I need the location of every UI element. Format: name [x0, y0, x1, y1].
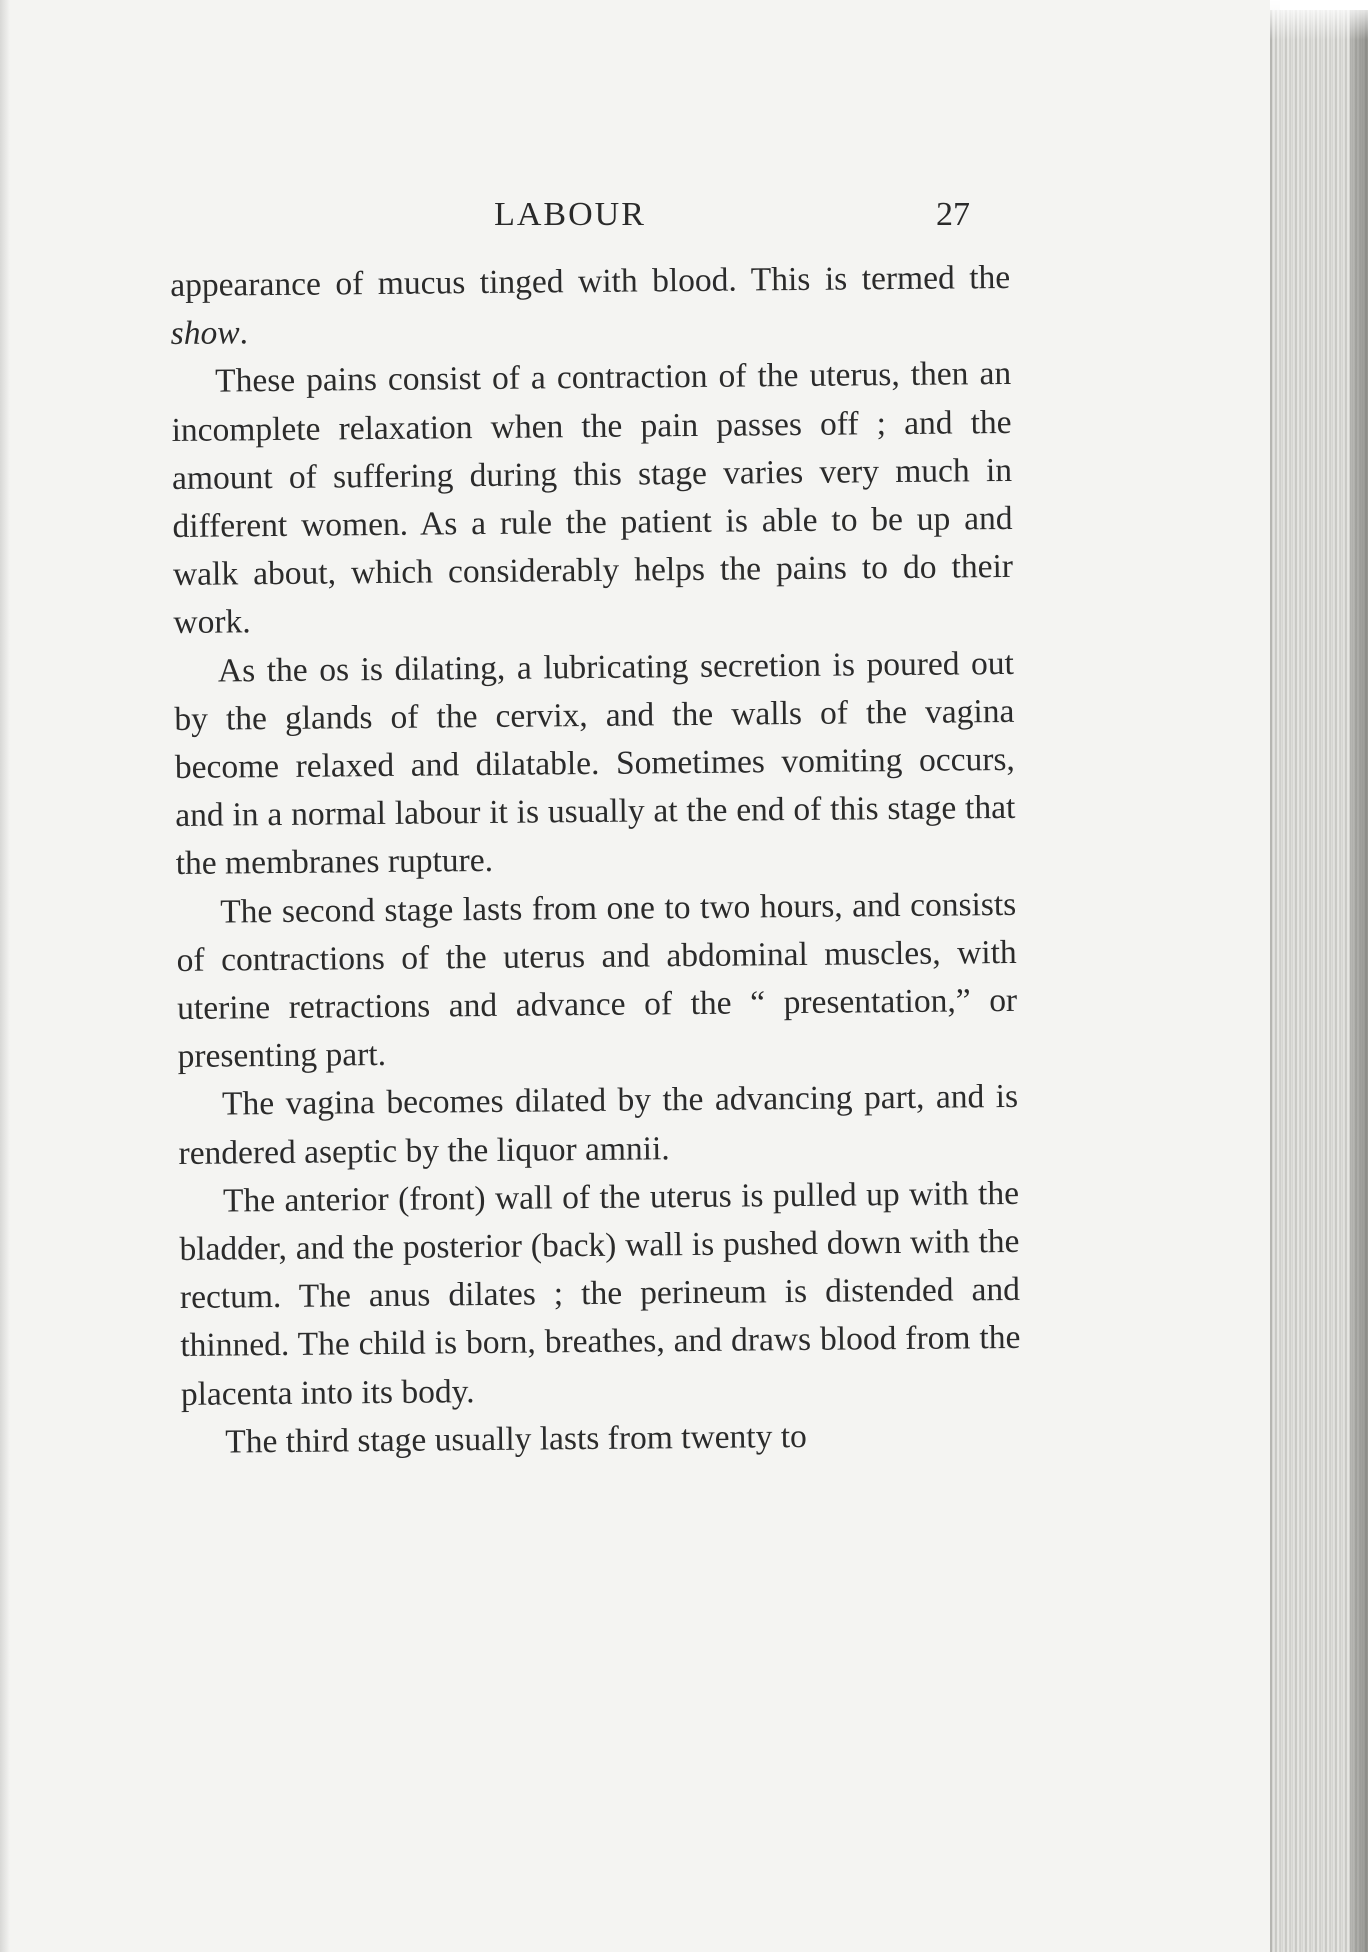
- paragraph: The vagina becomes dilated by the advancing part, and is rendered aseptic by the liquor amnii.: [178, 1078, 1019, 1172]
- running-title: LABOUR: [494, 196, 646, 233]
- italic-term: show: [170, 314, 240, 353]
- paragraph: The third stage usually lasts from twenty to: [225, 1417, 807, 1461]
- paragraph-text: .: [239, 314, 249, 352]
- running-head: [170, 192, 970, 236]
- body-text: [170, 254, 1022, 1467]
- paragraph: The second stage lasts from one to two hours, and consists of contractions of the uterus and abdominal muscles, with uterine retractions and advance of the “ presentation,” or presenting part.: [176, 885, 1018, 1076]
- paragraph: These pains consist of a contraction of the uterus, then an incomplete relaxation when the pain passes off ; and the amount of suffering during this stage varies very much in different women. As a rule the patient is able to be up and walk about, which considerably helps the pains to do their work.: [171, 355, 1014, 642]
- page-gutter-edge: [0, 0, 10, 1952]
- paragraph: As the os is dilating, a lubricating secretion is poured out by the glands of the cervix, and the walls of the vagina become relaxed and dilatable. Sometimes vomiting occurs, and in a normal labour it is usually at the end of this stage that the membranes rupture.: [174, 644, 1016, 883]
- paragraph: The anterior (front) wall of the uterus is pulled up with the bladder, and the posterior (back) wall is pushed down with the rectum. The anus dilates ; the perineum is distended and thinned. The child is born, breathes, and draws blood from the placenta into its body.: [179, 1174, 1021, 1413]
- paragraph-text: appearance of mucus tinged with blood. This is termed the: [170, 258, 1011, 304]
- book-page-edges: [1270, 10, 1368, 1952]
- page-edge-highlight: [1270, 0, 1368, 40]
- paragraph-continuation: [170, 254, 1011, 358]
- page-number: 27: [936, 196, 970, 233]
